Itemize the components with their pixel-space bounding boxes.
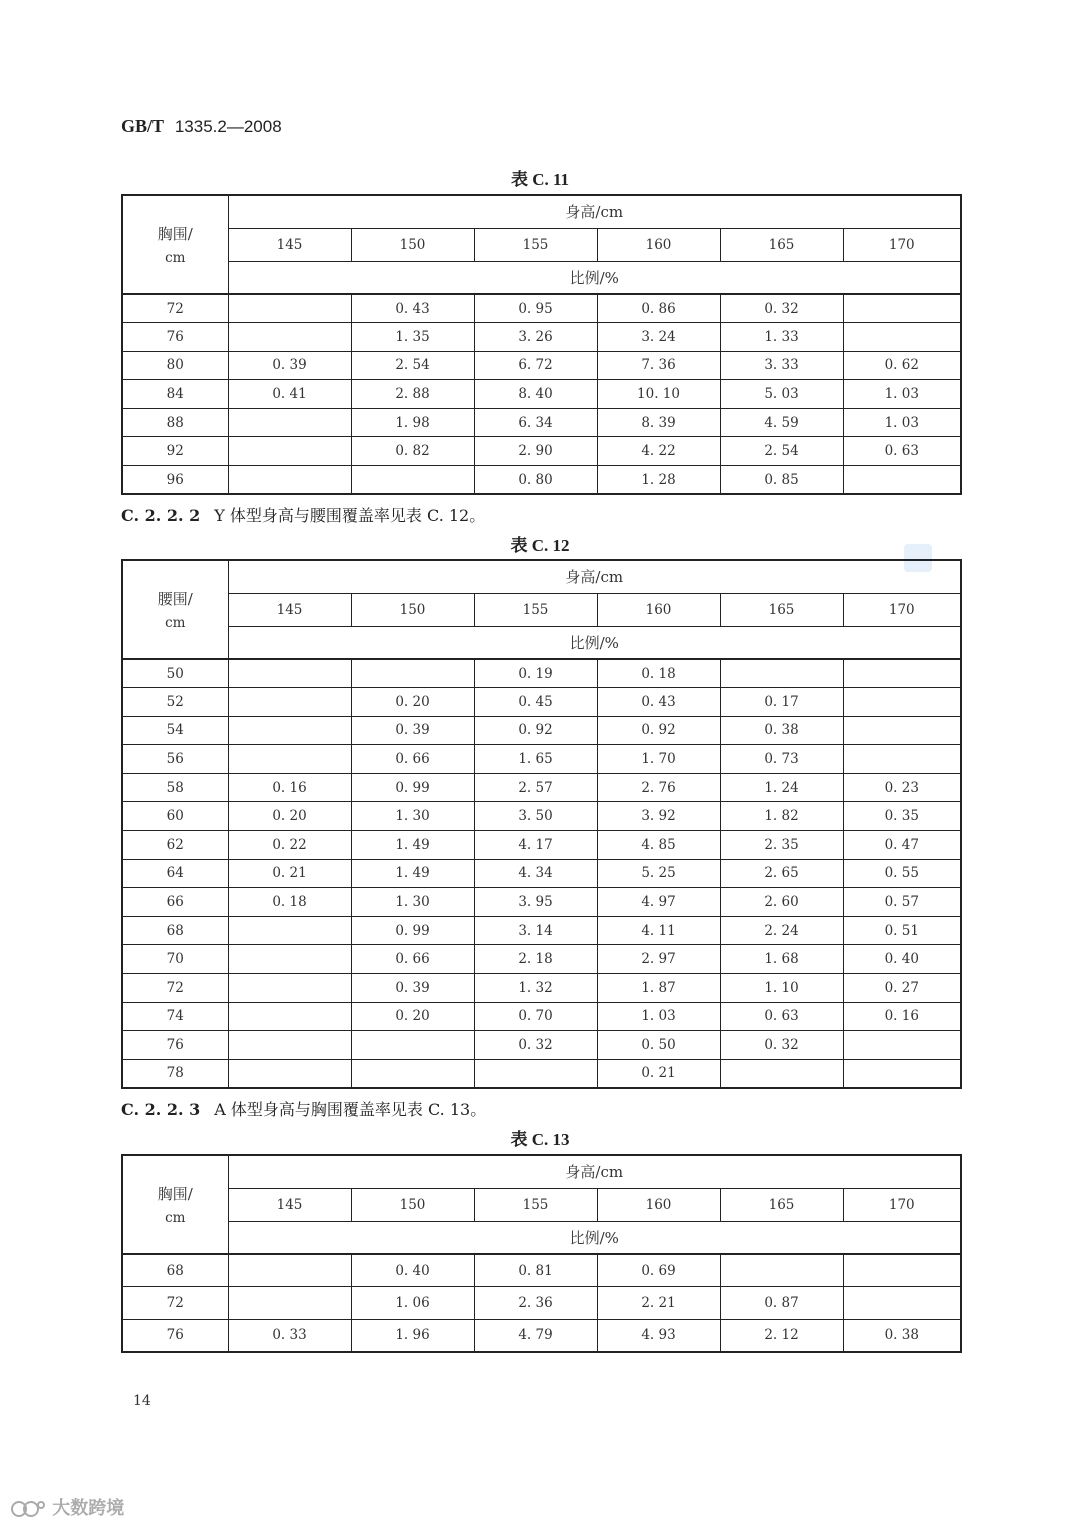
ratio-cell: 2. 54	[351, 351, 474, 380]
ratio-cell: 0. 85	[720, 466, 843, 495]
row-header	[122, 195, 228, 294]
table-row	[122, 294, 961, 323]
ratio-cell: 0. 21	[597, 1059, 720, 1088]
ratio-cell	[843, 1254, 961, 1287]
table-row	[122, 323, 961, 352]
height-column-header: 165	[720, 228, 843, 261]
ratio-cell: 0. 35	[843, 802, 961, 831]
ratio-cell: 0. 32	[720, 294, 843, 323]
ratio-cell: 2. 90	[474, 437, 597, 466]
table-row	[122, 716, 961, 745]
ratio-cell	[843, 688, 961, 717]
ratio-cell	[228, 745, 351, 774]
ratio-cell: 0. 41	[228, 380, 351, 409]
ratio-cell: 2. 54	[720, 437, 843, 466]
height-column-header: 155	[474, 1188, 597, 1221]
ratio-cell: 2. 76	[597, 773, 720, 802]
table-row	[122, 831, 961, 860]
ratio-cell: 4. 79	[474, 1319, 597, 1352]
table-row	[122, 466, 961, 495]
height-column-header: 165	[720, 593, 843, 626]
ratio-cell: 1. 03	[843, 408, 961, 437]
ratio-cell: 1. 28	[597, 466, 720, 495]
height-column-header: 160	[597, 228, 720, 261]
height-column-header: 145	[228, 1188, 351, 1221]
ratio-cell	[228, 466, 351, 495]
ratio-cell: 0. 86	[597, 294, 720, 323]
watermark	[10, 1494, 124, 1520]
row-value: 66	[122, 888, 228, 917]
ratio-cell	[843, 1287, 961, 1320]
row-value: 78	[122, 1059, 228, 1088]
ratio-cell	[351, 659, 474, 688]
ratio-cell: 6. 34	[474, 408, 597, 437]
ratio-cell: 0. 73	[720, 745, 843, 774]
ratio-cell: 0. 39	[351, 974, 474, 1003]
row-value: 64	[122, 859, 228, 888]
ratio-cell	[843, 1031, 961, 1060]
ratio-cell	[351, 1031, 474, 1060]
section-text: Y 体型身高与腰围覆盖率见表 C. 12。	[214, 506, 486, 525]
ratio-cell	[228, 1287, 351, 1320]
ratio-header: 比例/%	[228, 1221, 961, 1254]
ratio-cell: 0. 81	[474, 1254, 597, 1287]
ratio-cell: 1. 33	[720, 323, 843, 352]
ratio-cell: 3. 95	[474, 888, 597, 917]
ratio-cell: 0. 33	[228, 1319, 351, 1352]
ratio-cell: 1. 30	[351, 888, 474, 917]
table-row	[122, 659, 961, 688]
ratio-cell: 6. 72	[474, 351, 597, 380]
row-value: 54	[122, 716, 228, 745]
ratio-cell: 0. 43	[351, 294, 474, 323]
height-column-header: 150	[351, 593, 474, 626]
height-column-header: 160	[597, 593, 720, 626]
table-row	[122, 688, 961, 717]
row-value: 70	[122, 945, 228, 974]
row-header	[122, 560, 228, 659]
ratio-cell: 0. 51	[843, 916, 961, 945]
row-header-unit: cm	[165, 1210, 186, 1226]
ratio-cell: 7. 36	[597, 351, 720, 380]
row-header-label: 胸围/	[157, 225, 193, 243]
ratio-cell: 1. 03	[843, 380, 961, 409]
ratio-cell	[843, 294, 961, 323]
ratio-cell: 0. 66	[351, 945, 474, 974]
table-row	[122, 773, 961, 802]
table-row	[122, 437, 961, 466]
ratio-cell: 10. 10	[597, 380, 720, 409]
ratio-cell: 1. 06	[351, 1287, 474, 1320]
row-value: 72	[122, 974, 228, 1003]
ratio-cell: 0. 87	[720, 1287, 843, 1320]
table-row	[122, 1319, 961, 1352]
ratio-cell: 1. 10	[720, 974, 843, 1003]
table-row	[122, 1287, 961, 1320]
ratio-cell: 2. 36	[474, 1287, 597, 1320]
table-row	[122, 380, 961, 409]
ratio-cell: 1. 87	[597, 974, 720, 1003]
ratio-cell	[843, 716, 961, 745]
table-row	[122, 859, 961, 888]
row-header-label: 腰围/	[157, 590, 193, 608]
table-row	[122, 351, 961, 380]
ratio-cell	[843, 323, 961, 352]
ratio-cell: 4. 11	[597, 916, 720, 945]
ratio-cell: 1. 49	[351, 831, 474, 860]
section-number: C. 2. 2. 3	[121, 1100, 201, 1119]
height-column-header: 170	[843, 228, 961, 261]
table-row	[122, 1002, 961, 1031]
row-value: 52	[122, 688, 228, 717]
standard-code	[121, 116, 282, 137]
ratio-cell: 2. 35	[720, 831, 843, 860]
row-value: 84	[122, 380, 228, 409]
height-column-header: 155	[474, 228, 597, 261]
row-value: 56	[122, 745, 228, 774]
ratio-cell: 0. 40	[843, 945, 961, 974]
ratio-header: 比例/%	[228, 626, 961, 659]
watermark-text: 大数跨境	[52, 1498, 125, 1519]
ratio-cell: 4. 34	[474, 859, 597, 888]
ratio-cell: 0. 22	[228, 831, 351, 860]
table-c12-title: 表 C. 12	[510, 536, 570, 555]
ratio-cell: 4. 22	[597, 437, 720, 466]
standard-number: 1335.2—2008	[174, 117, 282, 136]
ratio-cell: 0. 21	[228, 859, 351, 888]
ratio-cell: 0. 32	[474, 1031, 597, 1060]
ratio-cell: 5. 25	[597, 859, 720, 888]
ratio-cell: 0. 20	[228, 802, 351, 831]
ratio-cell	[228, 688, 351, 717]
ratio-cell: 0. 40	[351, 1254, 474, 1287]
ratio-cell: 0. 47	[843, 831, 961, 860]
ratio-cell: 3. 50	[474, 802, 597, 831]
ratio-cell: 1. 82	[720, 802, 843, 831]
ratio-cell: 1. 70	[597, 745, 720, 774]
ratio-cell: 0. 16	[228, 773, 351, 802]
page-number: 14	[133, 1393, 151, 1409]
ratio-cell	[228, 945, 351, 974]
ratio-cell: 1. 30	[351, 802, 474, 831]
row-header-unit: cm	[165, 250, 186, 266]
ratio-cell: 0. 39	[351, 716, 474, 745]
ratio-cell: 2. 88	[351, 380, 474, 409]
ratio-cell: 1. 24	[720, 773, 843, 802]
table-row	[122, 408, 961, 437]
ratio-cell: 0. 70	[474, 1002, 597, 1031]
ratio-cell: 0. 95	[474, 294, 597, 323]
row-value: 92	[122, 437, 228, 466]
ratio-cell: 1. 65	[474, 745, 597, 774]
row-value: 88	[122, 408, 228, 437]
section-c2-2-3	[121, 1097, 486, 1120]
ratio-cell: 2. 21	[597, 1287, 720, 1320]
table-row	[122, 1031, 961, 1060]
ratio-cell: 8. 40	[474, 380, 597, 409]
ratio-cell: 1. 49	[351, 859, 474, 888]
table-row	[122, 1059, 961, 1088]
ratio-cell: 2. 97	[597, 945, 720, 974]
ratio-cell	[351, 466, 474, 495]
table-row	[122, 974, 961, 1003]
row-value: 76	[122, 323, 228, 352]
ratio-cell: 3. 92	[597, 802, 720, 831]
ratio-cell	[720, 659, 843, 688]
ratio-cell	[228, 1031, 351, 1060]
ratio-cell: 0. 38	[720, 716, 843, 745]
ratio-cell: 0. 63	[843, 437, 961, 466]
ratio-cell	[228, 408, 351, 437]
ratio-cell: 0. 38	[843, 1319, 961, 1352]
row-value: 68	[122, 1254, 228, 1287]
row-value: 80	[122, 351, 228, 380]
watermark-logo-icon	[10, 1499, 46, 1519]
table-row	[122, 802, 961, 831]
ratio-cell: 5. 03	[720, 380, 843, 409]
table-row	[122, 916, 961, 945]
section-number: C. 2. 2. 2	[121, 506, 201, 525]
ratio-cell: 2. 60	[720, 888, 843, 917]
ratio-cell: 4. 93	[597, 1319, 720, 1352]
height-header: 身高/cm	[228, 560, 961, 593]
ratio-cell	[228, 659, 351, 688]
ratio-cell: 0. 23	[843, 773, 961, 802]
ratio-cell	[228, 974, 351, 1003]
ratio-cell: 2. 65	[720, 859, 843, 888]
ratio-cell	[228, 1002, 351, 1031]
ratio-cell	[720, 1059, 843, 1088]
ratio-cell: 1. 98	[351, 408, 474, 437]
ratio-cell: 0. 63	[720, 1002, 843, 1031]
ratio-cell: 1. 03	[597, 1002, 720, 1031]
ratio-cell: 0. 39	[228, 351, 351, 380]
ratio-cell: 0. 99	[351, 773, 474, 802]
height-column-header: 160	[597, 1188, 720, 1221]
row-value: 58	[122, 773, 228, 802]
ratio-cell: 0. 50	[597, 1031, 720, 1060]
ratio-cell: 0. 82	[351, 437, 474, 466]
row-value: 60	[122, 802, 228, 831]
ratio-cell: 1. 32	[474, 974, 597, 1003]
ratio-cell	[228, 1059, 351, 1088]
ratio-cell: 0. 45	[474, 688, 597, 717]
row-value: 72	[122, 1287, 228, 1320]
ratio-cell	[228, 1254, 351, 1287]
height-column-header: 150	[351, 228, 474, 261]
height-header: 身高/cm	[228, 195, 961, 228]
table-c11	[121, 194, 962, 495]
ratio-cell	[228, 323, 351, 352]
ratio-cell: 0. 92	[597, 716, 720, 745]
ratio-cell: 0. 62	[843, 351, 961, 380]
ratio-cell	[228, 916, 351, 945]
row-header	[122, 1155, 228, 1254]
ratio-cell: 1. 35	[351, 323, 474, 352]
ratio-cell: 0. 17	[720, 688, 843, 717]
ratio-cell: 4. 97	[597, 888, 720, 917]
ratio-cell	[720, 1254, 843, 1287]
ratio-cell	[843, 659, 961, 688]
row-header-unit: cm	[165, 615, 186, 631]
height-column-header: 170	[843, 593, 961, 626]
row-value: 76	[122, 1031, 228, 1060]
ratio-cell: 0. 32	[720, 1031, 843, 1060]
row-header-label: 胸围/	[157, 1185, 193, 1203]
ratio-cell: 1. 96	[351, 1319, 474, 1352]
ratio-cell: 3. 24	[597, 323, 720, 352]
ratio-cell: 3. 33	[720, 351, 843, 380]
ratio-cell: 4. 59	[720, 408, 843, 437]
ratio-cell: 0. 80	[474, 466, 597, 495]
row-value: 72	[122, 294, 228, 323]
height-column-header: 165	[720, 1188, 843, 1221]
ratio-cell	[474, 1059, 597, 1088]
ratio-cell: 3. 26	[474, 323, 597, 352]
height-column-header: 155	[474, 593, 597, 626]
ratio-cell: 0. 43	[597, 688, 720, 717]
ratio-cell	[843, 1059, 961, 1088]
row-value: 62	[122, 831, 228, 860]
row-value: 74	[122, 1002, 228, 1031]
ratio-cell: 0. 27	[843, 974, 961, 1003]
ratio-cell: 2. 12	[720, 1319, 843, 1352]
table-row	[122, 1254, 961, 1287]
ratio-cell: 3. 14	[474, 916, 597, 945]
ratio-cell: 0. 20	[351, 1002, 474, 1031]
ratio-cell: 2. 18	[474, 945, 597, 974]
height-column-header: 145	[228, 228, 351, 261]
ratio-cell: 0. 20	[351, 688, 474, 717]
ratio-cell: 0. 92	[474, 716, 597, 745]
table-row	[122, 945, 961, 974]
row-value: 68	[122, 916, 228, 945]
ratio-cell	[843, 466, 961, 495]
ratio-cell: 0. 99	[351, 916, 474, 945]
ratio-cell: 2. 57	[474, 773, 597, 802]
section-c2-2-2	[121, 503, 485, 526]
height-column-header: 170	[843, 1188, 961, 1221]
table-c13	[121, 1154, 962, 1353]
ratio-cell: 0. 19	[474, 659, 597, 688]
ratio-cell: 0. 18	[597, 659, 720, 688]
ratio-cell: 0. 66	[351, 745, 474, 774]
ratio-cell	[228, 294, 351, 323]
ratio-cell	[228, 716, 351, 745]
row-value: 50	[122, 659, 228, 688]
ratio-cell	[351, 1059, 474, 1088]
ratio-cell: 0. 55	[843, 859, 961, 888]
ratio-cell: 4. 17	[474, 831, 597, 860]
ratio-cell: 0. 69	[597, 1254, 720, 1287]
row-value: 96	[122, 466, 228, 495]
table-c13-title: 表 C. 13	[510, 1130, 570, 1149]
table-row	[122, 745, 961, 774]
section-text: A 体型身高与胸围覆盖率见表 C. 13。	[214, 1100, 487, 1119]
ratio-cell: 2. 24	[720, 916, 843, 945]
ratio-cell: 8. 39	[597, 408, 720, 437]
ratio-cell	[228, 437, 351, 466]
ratio-cell: 0. 18	[228, 888, 351, 917]
table-c12	[121, 559, 962, 1089]
table-c11-title: 表 C. 11	[510, 170, 570, 189]
ratio-cell: 0. 57	[843, 888, 961, 917]
ratio-cell: 1. 68	[720, 945, 843, 974]
ratio-header: 比例/%	[228, 261, 961, 294]
height-column-header: 150	[351, 1188, 474, 1221]
height-header: 身高/cm	[228, 1155, 961, 1188]
ratio-cell: 4. 85	[597, 831, 720, 860]
row-value: 76	[122, 1319, 228, 1352]
ratio-cell	[843, 745, 961, 774]
standard-prefix: GB/T	[121, 116, 165, 136]
ratio-cell: 0. 16	[843, 1002, 961, 1031]
height-column-header: 145	[228, 593, 351, 626]
table-row	[122, 888, 961, 917]
